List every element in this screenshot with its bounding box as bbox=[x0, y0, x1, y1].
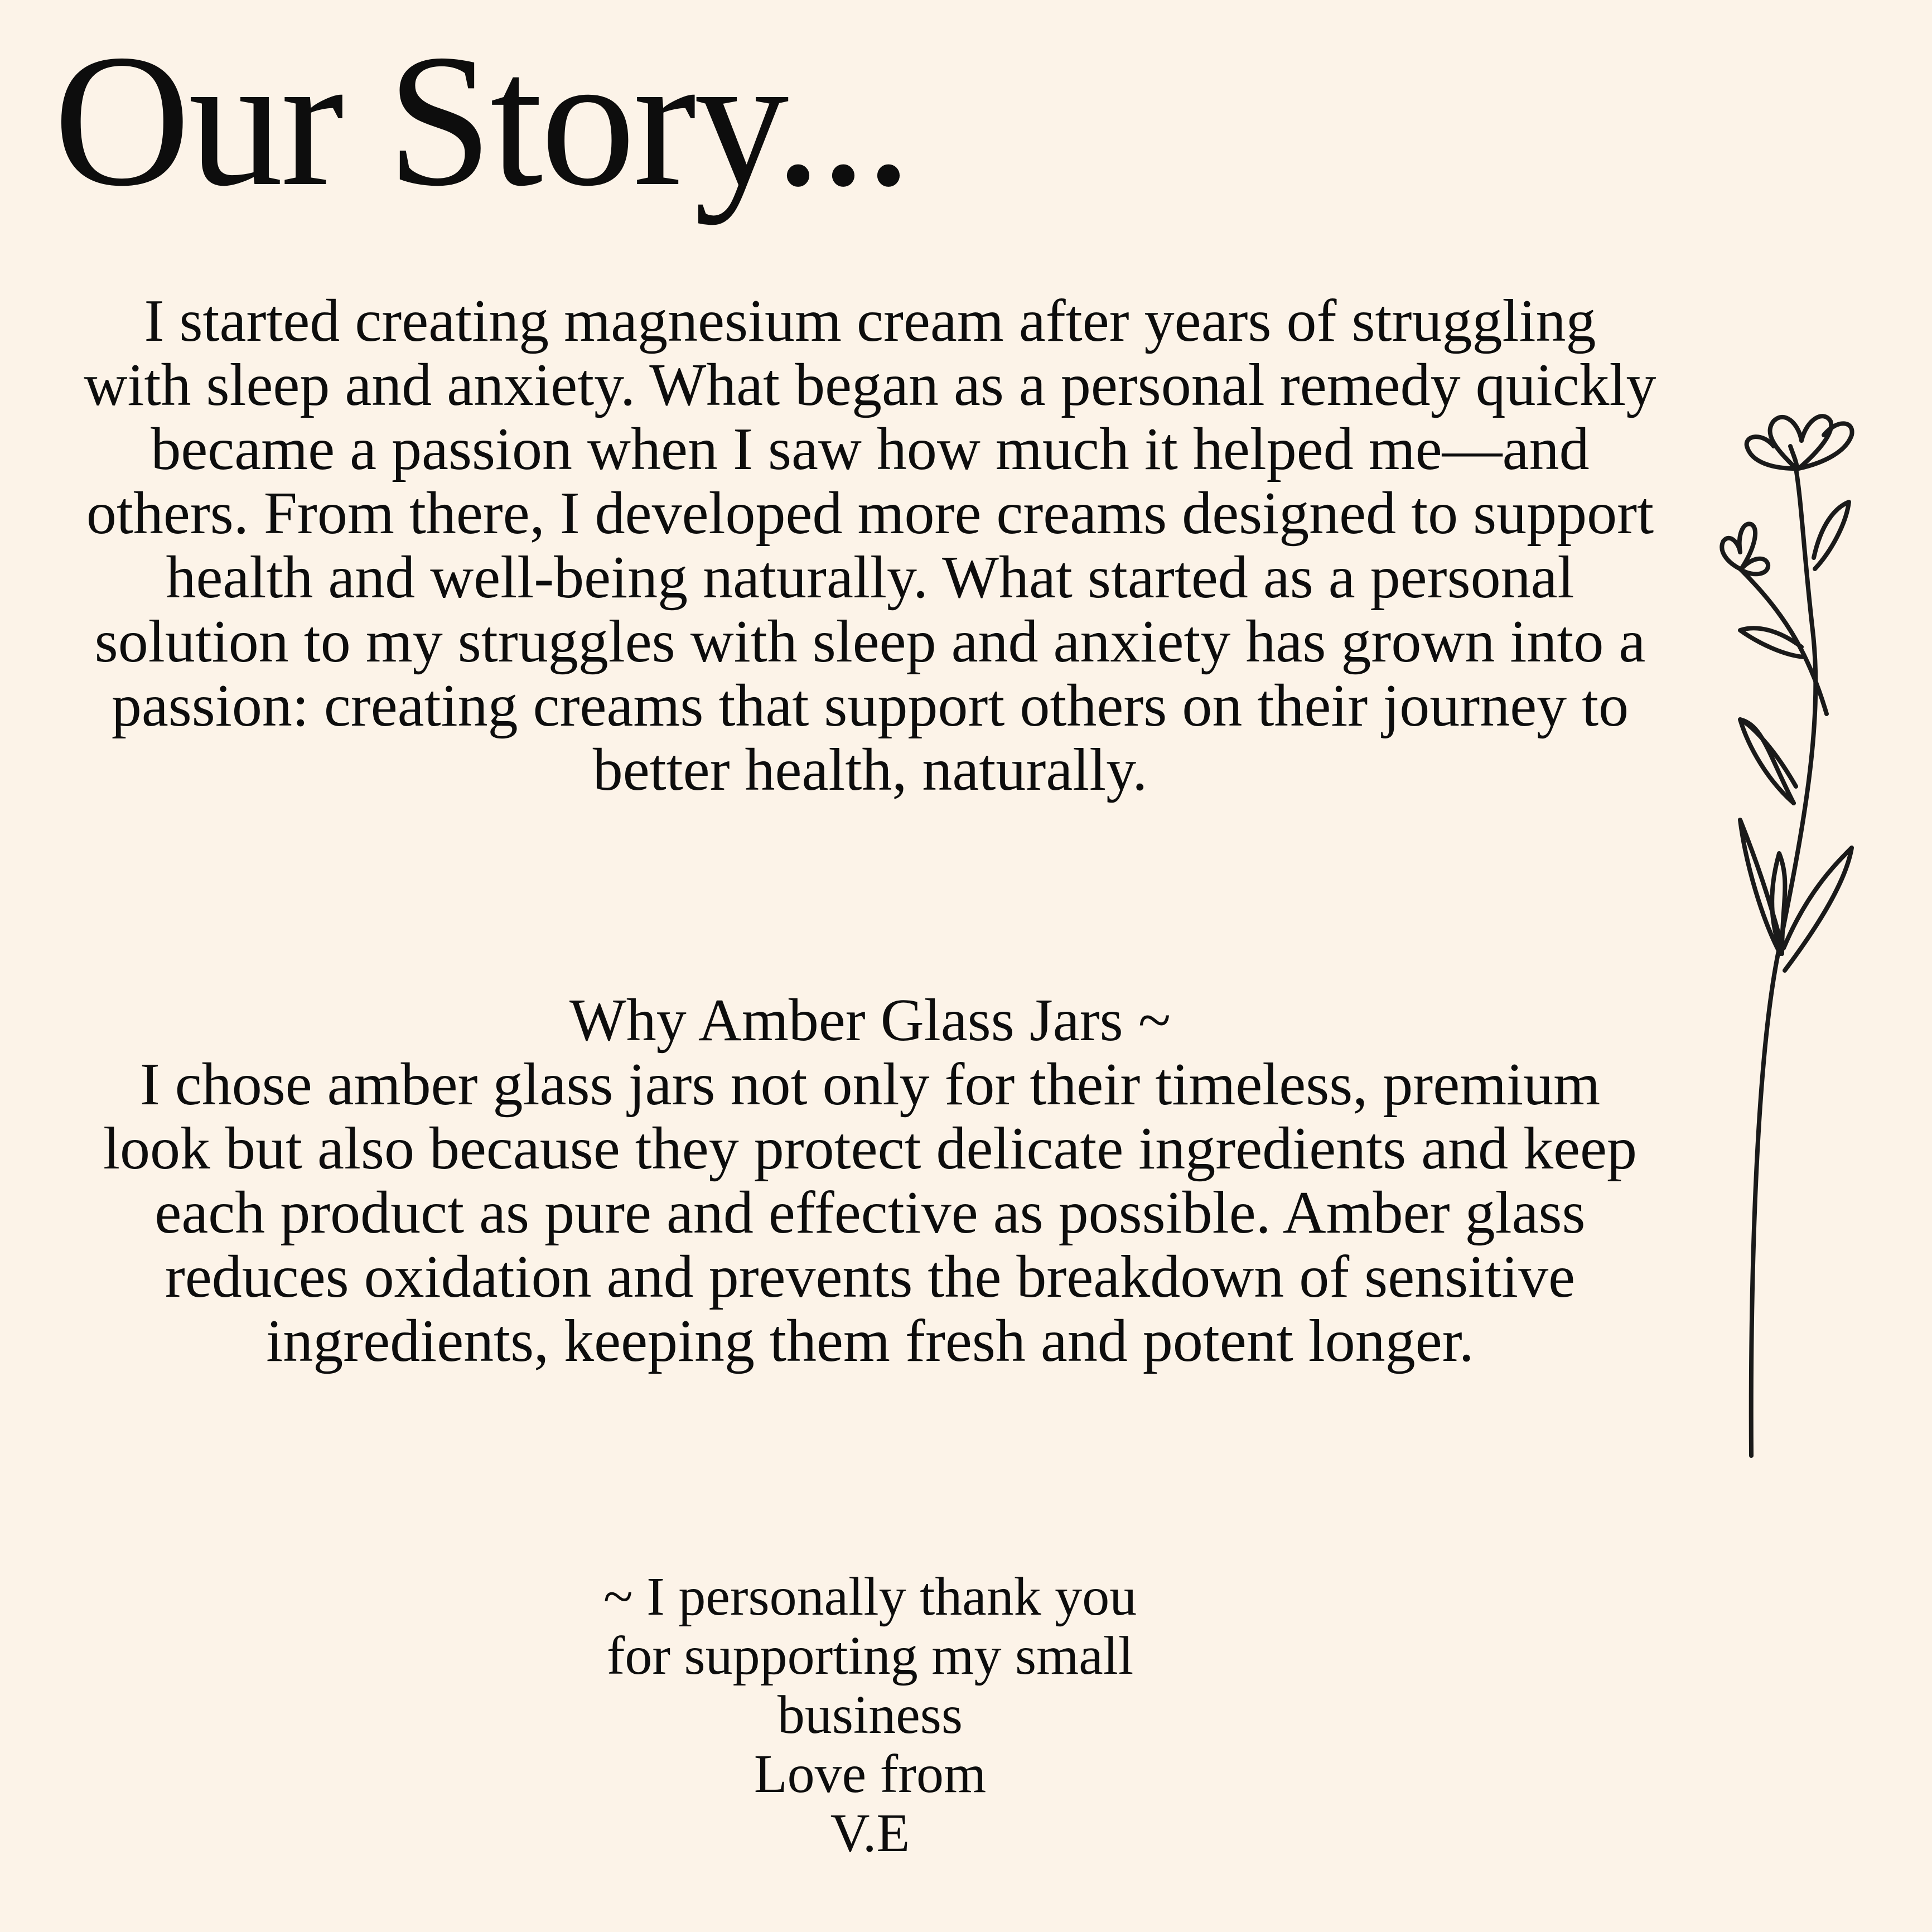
story-paragraph: I started creating magnesium cream after years of struggling with sleep and anxiety. What began as a personal remedy quickly became a passion when I saw how much it helped me—and others. From there, I developed more creams designed to support health and well-being naturally. What started as a personal solution to my struggles with sleep and anxiety has grown into a passion: creating creams that support others on their journey to better health, naturally. bbox=[84, 288, 1656, 803]
thank-you-line: Love from bbox=[754, 1744, 987, 1804]
amber-jars-heading: Why Amber Glass Jars ~ bbox=[569, 987, 1171, 1054]
amber-jars-paragraph: I chose amber glass jars not only for their timeless, premium look but also because they protect delicate ingredients and keep each product as pure and effective as possible. Amber glass reduces oxidation and prevents the breakdown of sensitive ingredients, keeping them fresh and potent longer. bbox=[103, 1051, 1637, 1374]
thank-you-note bbox=[452, 1567, 1288, 1863]
thank-you-line: business bbox=[777, 1685, 963, 1745]
flower-stem-icon bbox=[1684, 390, 1907, 1506]
thank-you-line: for supporting my small bbox=[606, 1626, 1134, 1686]
page-title: Our Story... bbox=[54, 15, 910, 225]
signature: V.E bbox=[830, 1803, 910, 1863]
amber-jars-section bbox=[84, 988, 1656, 1373]
thank-you-line: ~ I personally thank you bbox=[603, 1567, 1137, 1627]
